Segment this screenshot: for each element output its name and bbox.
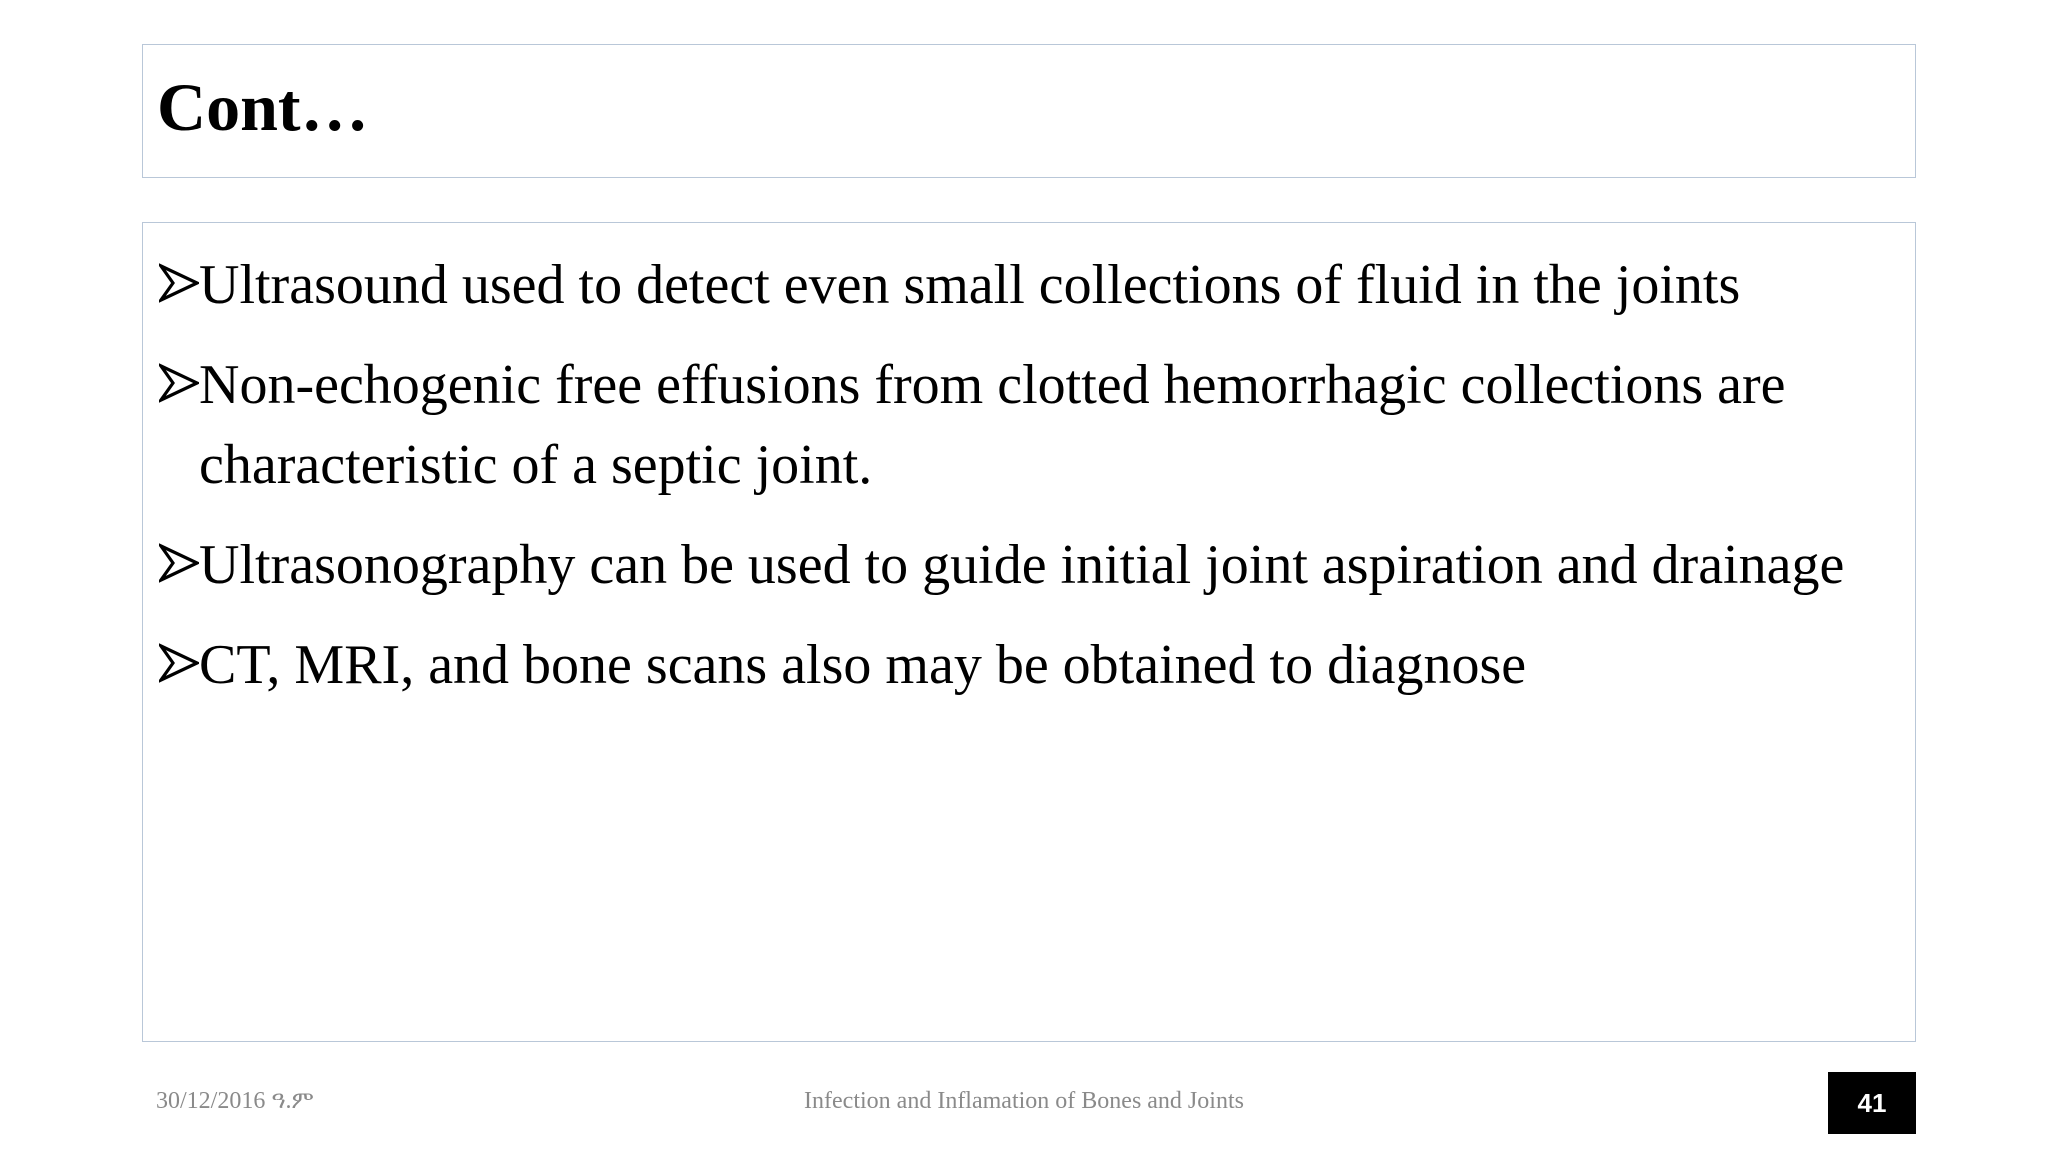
bullet-item: [161, 625, 1901, 705]
footer-title: Infection and Inflamation of Bones and Joints: [804, 1088, 1244, 1114]
arrow-bullet-icon: [159, 543, 199, 583]
bullet-item: [161, 345, 1901, 505]
bullet-item: [161, 245, 1901, 325]
arrow-bullet-icon: [159, 363, 199, 403]
page-number-badge: 41: [1828, 1072, 1916, 1134]
title-box: [142, 44, 1916, 178]
bullet-text: CT, MRI, and bone scans also may be obtained to diagnose: [199, 634, 1527, 696]
bullet-list: [161, 245, 1901, 725]
bullet-text: Ultrasonography can be used to guide initial joint aspiration and drainage: [199, 534, 1845, 596]
footer-date: 30/12/2016 ዓ.ም: [156, 1088, 314, 1114]
slide-title: Cont…: [157, 69, 369, 145]
bullet-text: Ultrasound used to detect even small collections of fluid in the joints: [199, 254, 1741, 316]
arrow-bullet-icon: [159, 643, 199, 683]
arrow-bullet-icon: [159, 263, 199, 303]
content-box: [142, 222, 1916, 1042]
bullet-item: [161, 525, 1901, 605]
bullet-text: Non-echogenic free effusions from clotted hemorrhagic collections are characteristic of a septic joint.: [199, 354, 1786, 496]
